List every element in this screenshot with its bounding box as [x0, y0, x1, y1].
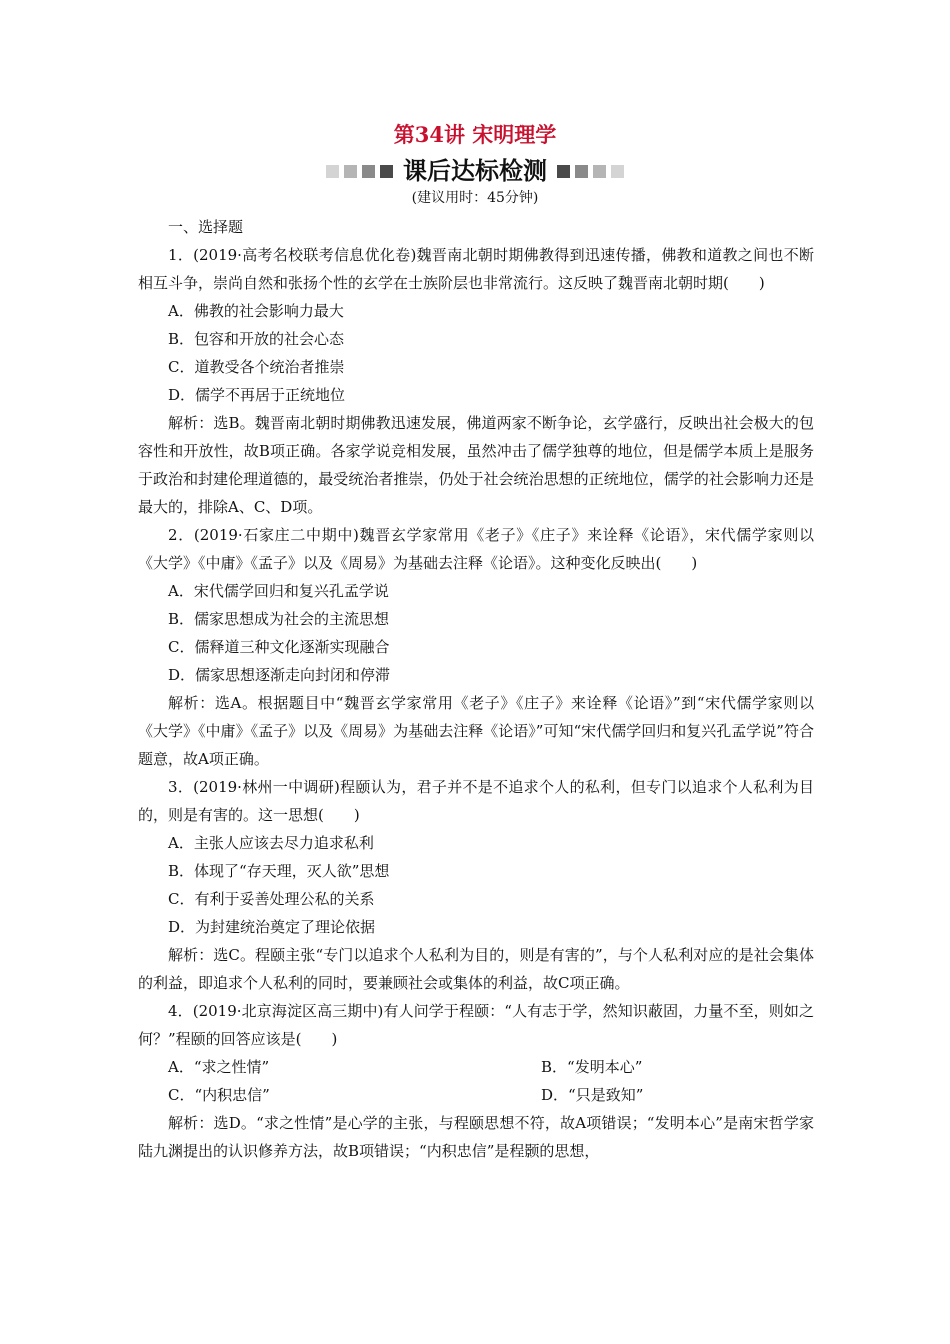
analysis-text: 解析：选C。程颐主张“专门以追求个人私利为目的，则是有害的”，与个人私利对应的是社会集体的利益，即追求个人私利的同时，要兼顾社会或集体的利益，故C项正确。 [138, 946, 814, 992]
option-b: B．体现了“存天理，灭人欲”思想 [168, 862, 390, 880]
analysis-text: 解析：选A。根据题目中“魏晋玄学家常用《老子》《庄子》来诠释《论语》”到“宋代儒学家则以《大学》《中庸》《孟子》以及《周易》为基础去注释《论语》”可知“宋代儒学回归和复兴孔孟学说”符合题意，故A项正确。 [138, 694, 814, 768]
square-1 [326, 165, 339, 178]
option-row [138, 1081, 814, 1109]
option-d: D．“只是致知” [541, 1086, 644, 1104]
subtitle-banner [0, 156, 950, 186]
square-1r [611, 165, 624, 178]
question-stem: 4．(2019·北京海淀区高三期中)有人问学于程颐：“人有志于学，然知识蔽固，力量不至，则如之何？”程颐的回答应该是( ) [138, 1002, 814, 1048]
option-c: C．儒释道三种文化逐渐实现融合 [168, 638, 390, 656]
option-a: A．宋代儒学回归和复兴孔孟学说 [168, 582, 389, 600]
analysis-text: 解析：选B。魏晋南北朝时期佛教迅速发展，佛道两家不断争论，玄学盛行，反映出社会极大的包容性和开放性，故B项正确。各家学说竞相发展，虽然冲击了儒学独尊的地位，但是儒学本质上是服务于政治和封建伦理道德的，最受统治者推崇，仍处于社会统治思想的正统地位，儒学的社会影响力还是最大的，排除A、C、D项。 [138, 414, 814, 516]
analysis-text: 解析：选D。“求之性情”是心学的主张，与程颐思想不符，故A项错误；“发明本心”是南宋哲学家陆九渊提出的认识修养方法，故B项错误；“内积忠信”是程颢的思想， [138, 1114, 814, 1160]
square-2r [593, 165, 606, 178]
square-4 [380, 165, 393, 178]
option-c: C．有利于妥善处理公私的关系 [168, 890, 375, 908]
option-c: C．道教受各个统治者推崇 [168, 358, 345, 376]
square-2 [344, 165, 357, 178]
question-stem: 2．(2019·石家庄二中期中)魏晋玄学家常用《老子》《庄子》来诠释《论语》，宋代儒学家则以《大学》《中庸》《孟子》以及《周易》为基础去注释《论语》。这种变化反映出( ) [138, 526, 814, 572]
option-b: B．“发明本心” [541, 1058, 643, 1076]
option-row [138, 1053, 814, 1081]
square-3r [575, 165, 588, 178]
option-a: A．“求之性情” [168, 1058, 270, 1076]
lecture-title: 第34讲 宋明理学 [393, 122, 557, 147]
option-a: A．佛教的社会影响力最大 [168, 302, 344, 320]
question-stem: 3．(2019·林州一中调研)程颐认为，君子并不是不追求个人的私利，但专门以追求个人私利为目的，则是有害的。这一思想( ) [138, 778, 814, 824]
option-d: D．儒学不再居于正统地位 [168, 386, 346, 404]
question-content [138, 213, 814, 1165]
question-stem: 1．(2019·高考名校联考信息优化卷)魏晋南北朝时期佛教得到迅速传播，佛教和道教之间也不断相互斗争，崇尚自然和张扬个性的玄学在士族阶层也非常流行。这反映了魏晋南北朝时期( ) [138, 246, 814, 292]
square-3 [362, 165, 375, 178]
option-d: D．儒家思想逐渐走向封闭和停滞 [168, 666, 391, 684]
right-square-decoration [557, 165, 624, 178]
square-4r [557, 165, 570, 178]
option-a: A．主张人应该去尽力追求私利 [168, 834, 374, 852]
option-b: B．包容和开放的社会心态 [168, 330, 345, 348]
section-subtitle: 课后达标检测 [403, 157, 547, 185]
option-d: D．为封建统治奠定了理论依据 [168, 918, 376, 936]
option-c: C．“内积忠信” [168, 1086, 270, 1104]
left-square-decoration [326, 165, 393, 178]
suggested-time: (建议用时：45分钟) [411, 190, 539, 206]
option-b: B．儒家思想成为社会的主流思想 [168, 610, 390, 628]
section-heading: 一、选择题 [168, 218, 244, 236]
